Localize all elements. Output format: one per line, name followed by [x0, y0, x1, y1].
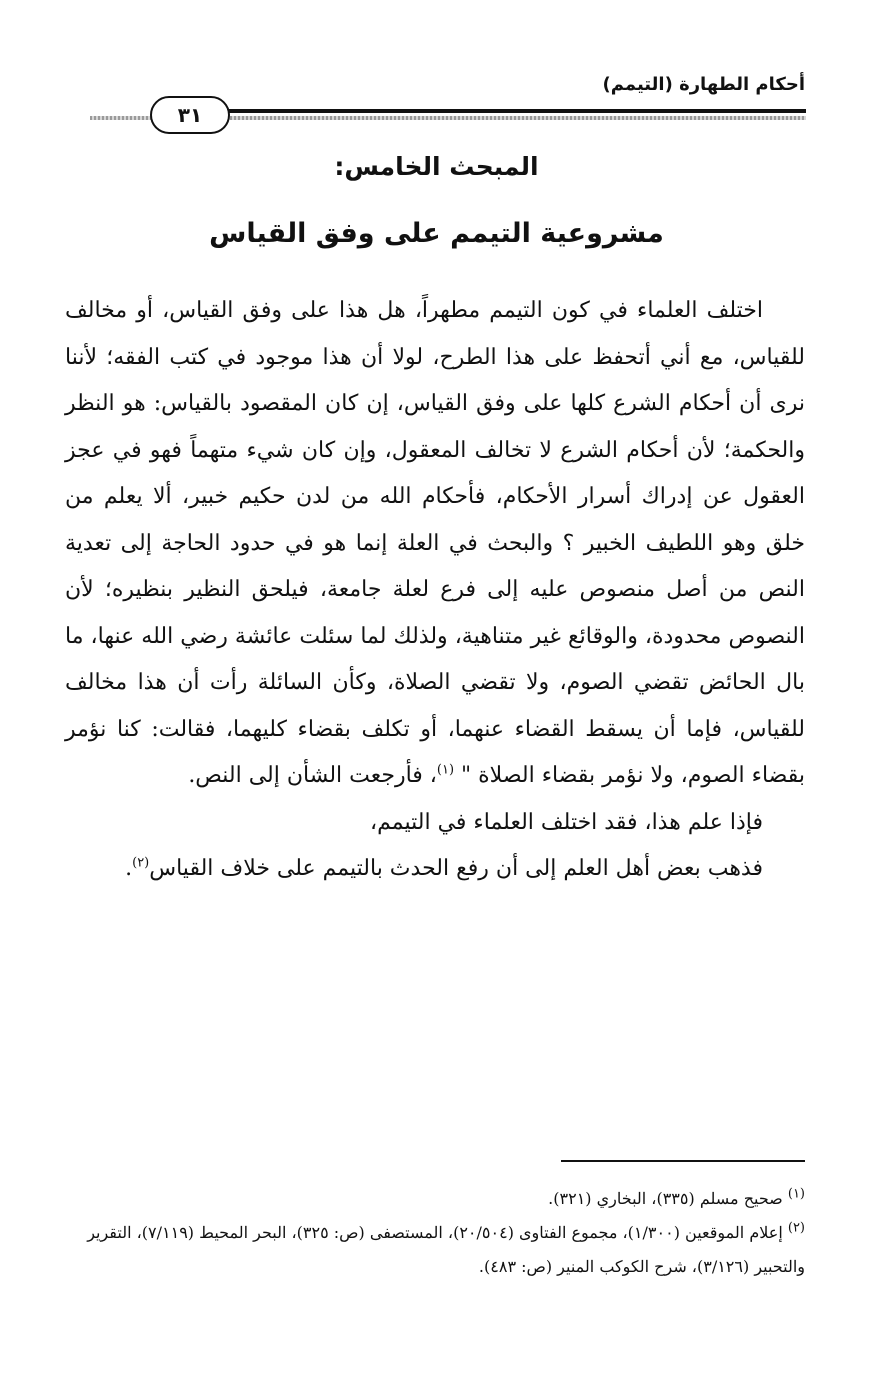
footnote-2	[65, 1216, 805, 1284]
header-rule	[222, 109, 806, 113]
section-title: مشروعية التيمم على وفق القياس	[209, 218, 664, 249]
paragraph-3-end: .	[125, 856, 133, 881]
body-text	[65, 288, 805, 893]
footnote-1-text: صحيح مسلم (٣٣٥)، البخاري (٣٢١).	[548, 1189, 783, 1208]
footnote-1	[65, 1182, 805, 1216]
footnote-1-marker: (١)	[787, 1186, 805, 1202]
paragraph-2-text: فإذا علم هذا، فقد اختلف العلماء في التيمم،	[370, 809, 763, 835]
paragraph-1-text: اختلف العلماء في كون التيمم مطهراً، هل هذا على وفق القياس، أو مخالف للقياس، مع أني أتحفظ على هذا الطرح، لولا أن هذا موجود في كتب الفقه؛ لأننا نرى أن أحكام الشرع كلها على وفق القياس، إن كان المقصود بالقياس: هو النظر والحكمة؛ لأن أحكام الشرع لا تخالف المعقول، وإن كان شيء متهماً فهو في عجز العقول عن إدراك أسرار الأحكام، فأحكام الله من لدن حكيم خبير، ألا يعلم من خلق وهو اللطيف الخبير ؟ والبحث في العلة إنما هو في حدود الحاجة إلى تعدية النص من أصل منصوص عليه إلى فرع لعلة جامعة، فيلحق النظير بنظيره؛ لأن النصوص محدودة، والوقائع غير متناهية، ولذلك لما سئلت عائشة رضي الله عنها، ما بال الحائض تقضي الصوم، ولا تقضي الصلاة، وكأن السائلة رأت أن هذا مخالف للقياس، فإما أن يسقط القضاء عنهما، أو تكلف بقضاء كليهما، فقالت: كنا نؤمر بقضاء الصوم، ولا نؤمر بقضاء الصلاة "	[65, 298, 805, 788]
paragraph-3-text: فذهب بعض أهل العلم إلى أن رفع الحدث بالتيمم على خلاف القياس	[149, 856, 763, 881]
paragraph	[65, 846, 805, 893]
paragraph	[65, 288, 805, 800]
footnote-ref-2: (٢)	[132, 855, 150, 871]
running-header-title: أحكام الطهارة (التيمم)	[602, 74, 805, 95]
footnote-2-marker: (٢)	[787, 1220, 805, 1236]
page-number-badge	[150, 96, 230, 134]
header-rule-shadow-left	[90, 116, 152, 120]
paragraph	[65, 800, 805, 847]
footnote-separator	[561, 1160, 805, 1162]
footnote-ref-1: (١)	[436, 762, 455, 778]
header-rule-shadow	[226, 116, 806, 120]
paragraph-1-end: ، فأرجعت الشأن إلى النص.	[188, 763, 437, 788]
page-number: ٣١	[177, 103, 203, 127]
footnotes	[65, 1182, 805, 1284]
section-label: المبحث الخامس:	[334, 152, 539, 181]
footnote-2-text: إعلام الموقعين (١/٣٠٠)، مجموع الفتاوى (٢٠/٥٠٤)، المستصفى (ص: ٣٢٥)، البحر المحيط (٧/١١٩)، التقرير والتحبير (٣/١٢٦)، شرح الكوكب المنير (ص: ٤٨٣).	[87, 1223, 805, 1276]
